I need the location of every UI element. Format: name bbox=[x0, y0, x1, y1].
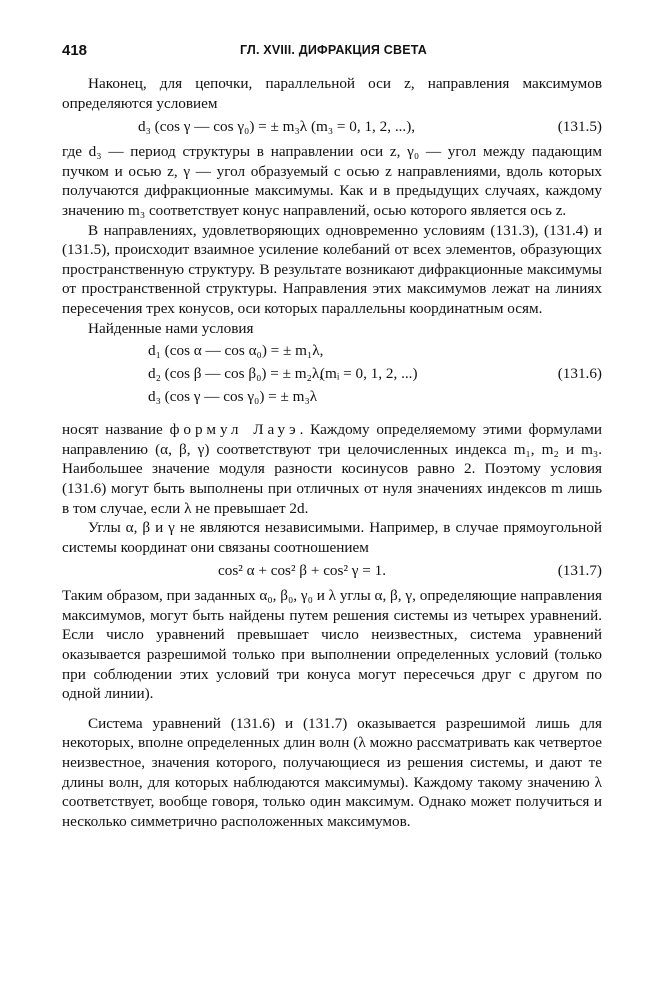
laue-formulas-term: формул Лауэ bbox=[169, 421, 300, 439]
equation-131-5-formula: d₃ (cos γ — cos γ₀) = ± m₃λ (m₃ = 0, 1, 2, ...), bbox=[138, 118, 416, 136]
paragraph-directions: В направлениях, удовлетворяющих одновременно условиям (131.3), (131.4) и (131.5), происходит взаимное усиление колебаний от всех элементов, образующих пространственную структуру. В результате возникают дифракционные максимумы от пространственной структуры. Направления этих максимумов лежат на линиях пересечения трех конусов, оси которых параллельны координатным осям. bbox=[62, 221, 602, 317]
equation-131-7 bbox=[62, 557, 602, 586]
paragraph-explanation: где d₃ — период структуры в направлении оси z, γ₀ — угол между падающим пучком и осью z, γ — угол образуемый с осью z направлениями, вдоль которых получаются дифракционные максимумы. Как и в предыдущих случаях, каждому значению m₃ соответствует конус направлений, осью которого является ось z. bbox=[62, 143, 602, 219]
equation-131-6-condition: (mᵢ = 0, 1, 2, ...) bbox=[320, 365, 418, 383]
equation-131-5-number: (131.5) bbox=[557, 118, 602, 136]
paragraph-solvability: Система уравнений (131.6) и (131.7) оказывается разрешимой лишь для некоторых, вполне определенных длин волн (λ можно рассматривать как четвертое неизвестное, значения которого, получающиеся из решения системы, и дают те длины волн, для которых наблюдаются максимумы). Каждому такому значению λ соответствует, вообще говоря, только один максимум. Однако может получиться и несколько симметрично расположенных максимумов. bbox=[62, 714, 602, 830]
page-header bbox=[62, 42, 602, 62]
laue-rest: . Каждому определяемому этими формулами направлению (α, β, γ) соответствуют три целочисленных индекса m₁, m₂ и m₃. Наибольшее значение модуля разности косинусов равно 2. Поэтому условия (131.6) могут быть выполнены при отличных от нуля значениях индексов m лишь в том случае, если λ не превышает 2d. bbox=[62, 421, 603, 517]
paragraph-laue bbox=[62, 420, 602, 518]
equation-131-6-number: (131.6) bbox=[557, 365, 602, 383]
paragraph-intro: Наконец, для цепочки, параллельной оси z, направления максимумов определяются условием bbox=[62, 75, 602, 112]
equation-131-5 bbox=[62, 113, 602, 142]
equation-131-6-line-2: d₂ (cos β — cos β₀) = ± m₂λ, bbox=[148, 365, 323, 383]
equation-131-6-line-1: d₁ (cos α — cos α₀) = ± m₁λ, bbox=[148, 342, 324, 360]
equation-131-7-number: (131.7) bbox=[557, 562, 602, 580]
paragraph-angles: Углы α, β и γ не являются независимыми. Например, в случае прямоугольной системы координат они связаны соотношением bbox=[62, 519, 602, 556]
page-number: 418 bbox=[62, 42, 88, 59]
body-text bbox=[62, 74, 602, 831]
paragraph-system: Таким образом, при заданных α₀, β₀, γ₀ и λ углы α, β, γ, определяющие направления максимумов, могут быть найдены путем решения системы из четырех уравнений. Если число уравнений превышает число неизвестных, система уравнений оказывается разрешимой только при выполнении определенных условий (только при соблюдении этих условий три конуса могут пересечься друг с другом по одной линии). bbox=[62, 587, 602, 703]
paragraph-conditions-intro: Найденные нами условия bbox=[88, 319, 254, 337]
laue-lead: носят название bbox=[62, 421, 170, 439]
equation-131-6 bbox=[62, 340, 602, 414]
equation-131-6-line-3: d₃ (cos γ — cos γ₀) = ± m₃λ bbox=[148, 388, 318, 406]
equation-131-7-formula: cos² α + cos² β + cos² γ = 1. bbox=[218, 562, 387, 580]
running-head: ГЛ. XVIII. ДИФРАКЦИЯ СВЕТА bbox=[240, 43, 428, 57]
